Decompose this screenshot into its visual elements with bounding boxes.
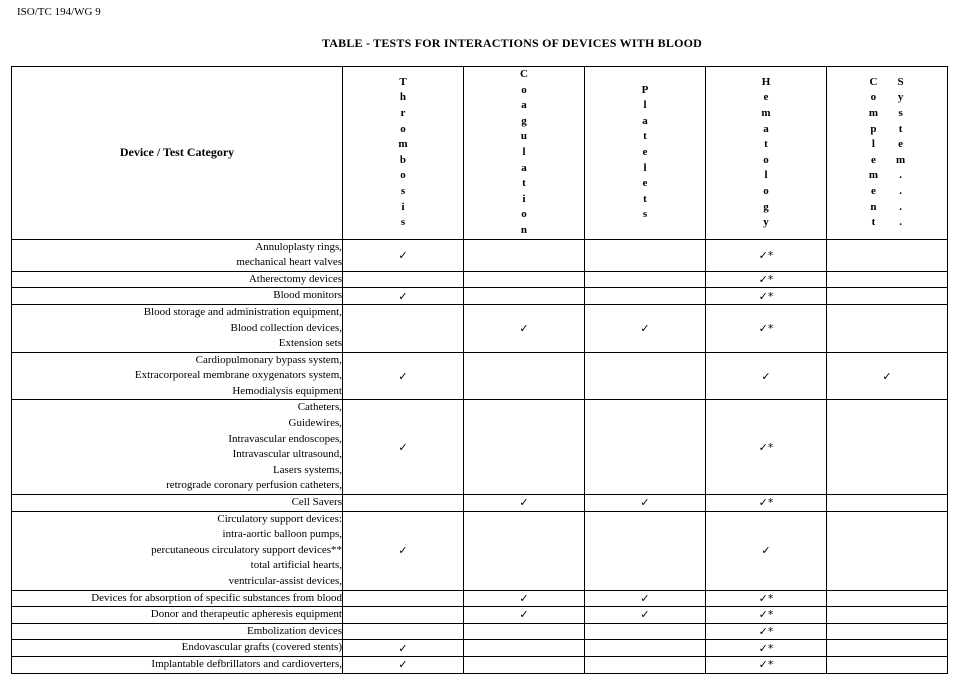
table-row — [12, 640, 948, 657]
check-mark: ✓ — [398, 440, 408, 454]
test-cell-hematology — [706, 511, 827, 590]
test-cell-platelets — [585, 640, 706, 657]
test-cell-hematology — [706, 239, 827, 271]
test-cell-thrombosis — [343, 400, 464, 495]
test-cell-thrombosis — [343, 607, 464, 624]
check-mark: ✓ — [398, 248, 408, 262]
check-star-mark: ✓* — [758, 591, 774, 605]
test-cell-hematology — [706, 304, 827, 352]
device-category-cell — [12, 495, 343, 512]
test-cell-coagulation — [464, 271, 585, 288]
test-cell-complement-system — [827, 271, 948, 288]
device-name: Guidewires, — [288, 417, 342, 430]
table-row — [12, 304, 948, 352]
table-row — [12, 288, 948, 305]
device-category-cell — [12, 623, 343, 640]
test-cell-hematology — [706, 495, 827, 512]
vertical-header-word: H e m a t o l o g y — [761, 75, 771, 229]
check-mark: ✓ — [519, 608, 529, 622]
table-row — [12, 239, 948, 271]
device-name: Intravascular ultrasound, — [232, 448, 342, 461]
check-mark: ✓ — [519, 496, 529, 510]
device-category-cell — [12, 640, 343, 657]
test-cell-complement-system — [827, 495, 948, 512]
vertical-header-text — [464, 67, 584, 239]
test-cell-thrombosis — [343, 640, 464, 657]
table-row — [12, 590, 948, 607]
test-cell-hematology — [706, 640, 827, 657]
test-cell-platelets — [585, 304, 706, 352]
check-star-mark: ✓* — [758, 289, 774, 303]
check-mark: ✓ — [761, 369, 771, 383]
device-category-cell — [12, 656, 343, 673]
vertical-header-text — [343, 75, 463, 231]
device-name: Circulatory support devices: — [217, 512, 342, 525]
device-category-cell — [12, 304, 343, 352]
test-cell-platelets — [585, 495, 706, 512]
test-cell-complement-system — [827, 288, 948, 305]
column-header-coagulation — [464, 67, 585, 240]
check-mark: ✓ — [398, 544, 408, 558]
device-name: Catheters, — [297, 401, 342, 414]
table-row — [12, 400, 948, 495]
column-header-hematology — [706, 67, 827, 240]
table-row — [12, 352, 948, 400]
test-cell-hematology — [706, 656, 827, 673]
test-cell-complement-system — [827, 656, 948, 673]
test-cell-platelets — [585, 607, 706, 624]
vertical-header-text — [585, 83, 705, 223]
check-mark: ✓ — [398, 289, 408, 303]
test-cell-complement-system — [827, 511, 948, 590]
device-name: percutaneous circulatory support devices** — [151, 543, 342, 556]
test-cell-thrombosis — [343, 623, 464, 640]
device-name: Cardiopulmonary bypass system, — [195, 353, 342, 366]
check-star-mark: ✓* — [758, 248, 774, 262]
test-cell-platelets — [585, 623, 706, 640]
device-name: Blood collection devices, — [230, 321, 342, 334]
test-cell-coagulation — [464, 400, 585, 495]
check-star-mark: ✓* — [758, 658, 774, 672]
check-star-mark: ✓* — [758, 440, 774, 454]
test-cell-hematology — [706, 590, 827, 607]
test-cell-thrombosis — [343, 352, 464, 400]
test-cell-complement-system — [827, 352, 948, 400]
test-cell-platelets — [585, 271, 706, 288]
device-category-cell — [12, 239, 343, 271]
test-cell-platelets — [585, 590, 706, 607]
test-cell-complement-system — [827, 400, 948, 495]
test-cell-coagulation — [464, 607, 585, 624]
test-cell-platelets — [585, 352, 706, 400]
check-mark: ✓ — [640, 321, 650, 335]
device-category-cell — [12, 288, 343, 305]
test-cell-coagulation — [464, 495, 585, 512]
test-cell-hematology — [706, 352, 827, 400]
test-cell-hematology — [706, 400, 827, 495]
test-cell-platelets — [585, 239, 706, 271]
test-cell-thrombosis — [343, 495, 464, 512]
test-cell-thrombosis — [343, 239, 464, 271]
device-category-cell — [12, 352, 343, 400]
device-name: mechanical heart valves — [236, 256, 342, 269]
check-star-mark: ✓* — [758, 321, 774, 335]
test-cell-complement-system — [827, 239, 948, 271]
test-cell-hematology — [706, 271, 827, 288]
device-name: Lasers systems, — [272, 463, 342, 476]
device-name: ventricular-assist devices, — [228, 575, 342, 587]
device-name: Extension sets — [278, 337, 342, 350]
test-cell-coagulation — [464, 511, 585, 590]
table-row — [12, 511, 948, 590]
test-cell-complement-system — [827, 623, 948, 640]
vertical-header-word: S y s t e m . . . . — [896, 75, 906, 229]
column-header-complement-system — [827, 67, 948, 240]
vertical-header-word: T h r o m b o s i s — [398, 75, 408, 229]
table-title: TABLE - TESTS FOR INTERACTIONS OF DEVICES WITH BLOOD — [321, 36, 703, 50]
check-mark: ✓ — [398, 658, 408, 672]
vertical-header-text — [827, 75, 947, 231]
test-cell-thrombosis — [343, 656, 464, 673]
test-cell-thrombosis — [343, 288, 464, 305]
blood-interaction-tests-table — [11, 66, 948, 674]
test-cell-thrombosis — [343, 271, 464, 288]
table-row — [12, 607, 948, 624]
check-mark: ✓ — [640, 496, 650, 510]
check-mark: ✓ — [519, 321, 529, 335]
vertical-header-word: C o m p l e m e n t — [868, 75, 878, 229]
test-cell-coagulation — [464, 656, 585, 673]
device-name: Intravascular endoscopes, — [228, 432, 342, 445]
device-name: total artificial hearts, — [250, 559, 342, 572]
test-cell-coagulation — [464, 352, 585, 400]
device-category-cell — [12, 607, 343, 624]
table-row — [12, 656, 948, 673]
device-name: Hemodialysis equipment — [232, 384, 342, 397]
device-name: Cell Savers — [291, 496, 342, 509]
vertical-header-word: P l a t e l e t s — [641, 83, 649, 221]
check-star-mark: ✓* — [758, 273, 774, 287]
test-cell-thrombosis — [343, 304, 464, 352]
vertical-header-text — [706, 75, 826, 231]
device-name: Donor and therapeutic apheresis equipment — [150, 608, 342, 621]
document-reference: ISO/TC 194/WG 9 — [17, 6, 101, 18]
table-row — [12, 495, 948, 512]
test-cell-platelets — [585, 511, 706, 590]
device-category-cell — [12, 400, 343, 495]
check-mark: ✓ — [398, 369, 408, 383]
device-name: Endovascular grafts (covered stents) — [181, 641, 342, 654]
test-cell-thrombosis — [343, 590, 464, 607]
column-header-platelets — [585, 67, 706, 240]
check-star-mark: ✓* — [758, 641, 774, 655]
table-body — [12, 239, 948, 673]
check-mark: ✓ — [882, 369, 892, 383]
test-cell-hematology — [706, 288, 827, 305]
test-cell-coagulation — [464, 239, 585, 271]
device-category-cell — [12, 590, 343, 607]
device-name: Implantable defbrillators and cardioverters, — [151, 657, 342, 670]
test-cell-complement-system — [827, 607, 948, 624]
check-mark: ✓ — [640, 591, 650, 605]
device-name: Blood storage and administration equipment, — [143, 305, 342, 318]
column-header-thrombosis — [343, 67, 464, 240]
check-star-mark: ✓* — [758, 608, 774, 622]
test-cell-platelets — [585, 288, 706, 305]
device-name: intra-aortic balloon pumps, — [222, 528, 342, 541]
test-cell-coagulation — [464, 304, 585, 352]
vertical-header-word: C o a g u l a t i o n — [520, 68, 528, 236]
device-name: Extracorporeal membrane oxygenators system, — [134, 369, 342, 382]
test-cell-platelets — [585, 656, 706, 673]
device-name: Annuloplasty rings, — [255, 240, 342, 253]
check-star-mark: ✓* — [758, 496, 774, 510]
device-name: retrograde coronary perfusion catheters, — [166, 479, 342, 492]
test-cell-coagulation — [464, 640, 585, 657]
device-name: Blood monitors — [273, 289, 342, 302]
device-category-cell — [12, 271, 343, 288]
check-mark: ✓ — [640, 608, 650, 622]
test-cell-hematology — [706, 623, 827, 640]
test-cell-platelets — [585, 400, 706, 495]
test-cell-complement-system — [827, 640, 948, 657]
device-category-cell — [12, 511, 343, 590]
table-row — [12, 271, 948, 288]
device-name: Atherectomy devices — [248, 272, 342, 285]
test-cell-complement-system — [827, 590, 948, 607]
header-row — [12, 67, 948, 240]
test-cell-thrombosis — [343, 511, 464, 590]
check-mark: ✓ — [519, 591, 529, 605]
check-mark: ✓ — [761, 544, 771, 558]
table-row — [12, 623, 948, 640]
check-mark: ✓ — [398, 641, 408, 655]
test-cell-coagulation — [464, 288, 585, 305]
device-name: Embolization devices — [247, 624, 342, 637]
test-cell-complement-system — [827, 304, 948, 352]
device-name: Devices for absorption of specific substances from blood — [91, 591, 342, 604]
test-cell-hematology — [706, 607, 827, 624]
test-cell-coagulation — [464, 590, 585, 607]
check-star-mark: ✓* — [758, 625, 774, 639]
test-cell-coagulation — [464, 623, 585, 640]
category-header: Device / Test Category — [12, 67, 343, 240]
